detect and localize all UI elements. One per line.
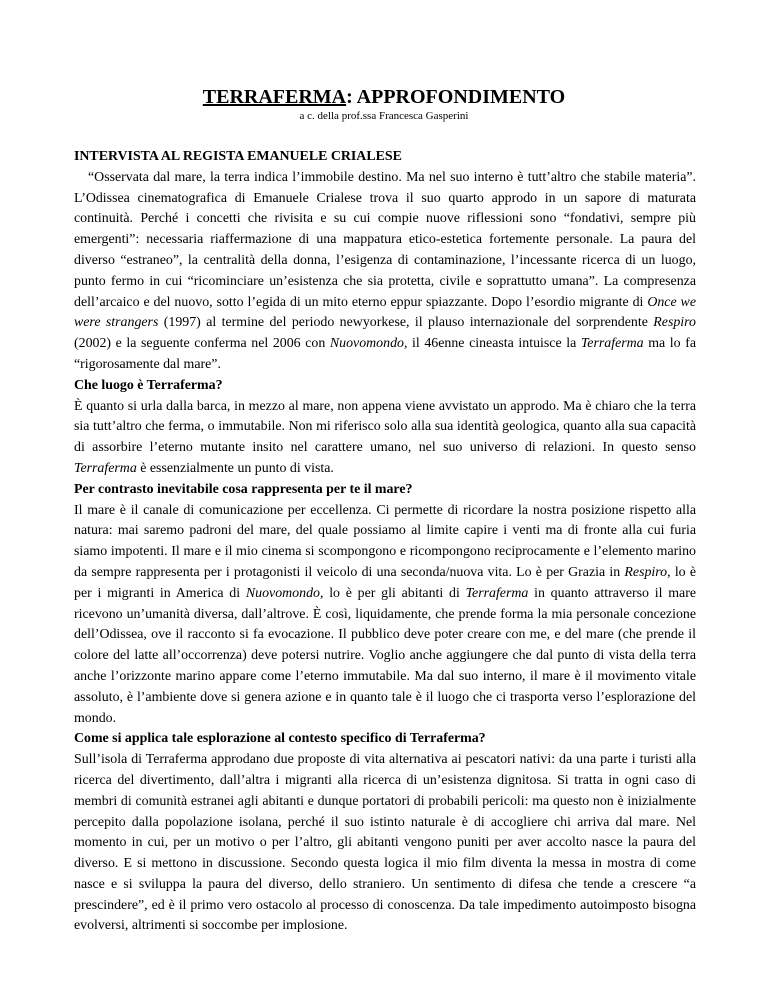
answer-2-text-1: Il mare è il canale di comunicazione per eccellenza. Ci permette di ricordare la nostra posizione rispetto alla natura: mai saremo padroni del mare, del quale possiamo al limite capire i venti ma di fronte alla cui furia siamo impotenti. Il mare e il mio cinema si scompongono e ricompongono reciprocamente e l’elemento marino da sempre rappresenta per i protagonisti il veicolo di una seconda/nuova vita. Lo è per Grazia in bbox=[74, 502, 696, 580]
page-title bbox=[0, 86, 768, 108]
title-film-name: TERRAFERMA bbox=[202, 86, 347, 108]
answer-2-text-4: in quanto attraverso il mare ricevono un’umanità diversa, dall’altrove. È così, liquidamente, che prende forma la mia personale concezione dell’Odissea, ove il racconto si fa evocazione. Il pubblico deve poter creare con me, e del mare (che prende il colore del latte all’occorrenza) deve potersi nutrire. Voglio anche aggiungere che dal punto di vista della terra anche l’orizzonte marino appare come l’eterno immutabile. Ma dal suo interno, il mare è il movimento vitale assoluto, è l’ambiente dove si genera azione e in quanto tale è il luogo che ci trasporta verso l’esplorazione del mondo. bbox=[74, 585, 696, 726]
question-3: Come si applica tale esplorazione al contesto specifico di Terraferma? bbox=[74, 731, 486, 747]
answer-3: Sull’isola di Terraferma approdano due proposte di vita alternativa ai pescatori nativi: da una parte i turisti alla ricerca del divertimento, dall’altra i migranti alla ricerca di un’esistenza dignitosa. Si tratta in ogni caso di membri di comunità estranei agli abitanti e dunque portatori di probabili pericoli: ma questo non è inizialmente percepito dalla popolazione isolana, perché il suo istinto naturale è di accogliere chi arriva dal mare. Nel momento in cui, per un motivo o per l’altro, gli abitanti vengono puniti per aver accolto nasce la paura del diverso. E si mettono in discussione. Secondo questa logica il mio film diventa la messa in mostra di come nasce e si sviluppa la paura del diverso, dello straniero. Un sentimento di difesa che tende a crescere “a prescindere”, ed è il primo vero ostacolo al processo di conoscenza. Da tale impedimento autoimposto bisogna evolversi, altrimenti si soccombe per implosione. bbox=[74, 752, 696, 934]
answer-1-text-1: È quanto si urla dalla barca, in mezzo al mare, non appena viene avvistato un approdo. Ma è chiaro che la terra sia tutt’altro che ferma, o immutabile. Non mi riferisco solo alla sua identità geologica, quanto alla sua capacità di assorbire l’eterno mutante insito nel carattere umano, nel suo universo di relazioni. In questo senso bbox=[74, 398, 696, 456]
section-heading: INTERVISTA AL REGISTA EMANUELE CRIALESE bbox=[74, 149, 402, 164]
film-title-terraferma: Terraferma bbox=[465, 585, 529, 601]
intro-text-4: , il 46enne cineasta intuisce la bbox=[403, 336, 581, 352]
question-2: Per contrasto inevitabile cosa rappresenta per te il mare? bbox=[74, 481, 413, 497]
answer-2 bbox=[74, 501, 696, 730]
film-title-once-we-were-strangers: Once we were strangers bbox=[74, 294, 696, 331]
film-title-terraferma: Terraferma bbox=[580, 336, 644, 352]
film-title-nuovomondo: Nuovomondo bbox=[329, 336, 404, 352]
film-title-nuovomondo: Nuovomondo bbox=[245, 585, 320, 601]
intro-paragraph bbox=[74, 168, 696, 376]
byline: a c. della prof.ssa Francesca Gasperini bbox=[299, 110, 469, 122]
intro-text-5: ma lo fa “rigorosamente dal mare”. bbox=[74, 336, 696, 372]
title-subtitle: : APPROFONDIMENTO bbox=[346, 86, 566, 108]
film-title-respiro: Respiro bbox=[624, 564, 668, 580]
intro-text-3: (2002) e la seguente conferma nel 2006 con bbox=[74, 336, 330, 352]
answer-2-text-3: , lo è per gli abitanti di bbox=[319, 585, 466, 601]
film-title-terraferma: Terraferma bbox=[74, 460, 137, 476]
answer-1 bbox=[74, 397, 696, 480]
answer-2-text-2: , lo è per i migranti in America di bbox=[74, 564, 697, 601]
answer-1-text-2: è essenzialmente un punto di vista. bbox=[136, 460, 334, 476]
question-1: Che luogo è Terraferma? bbox=[74, 377, 223, 393]
film-title-respiro: Respiro bbox=[653, 315, 696, 331]
article-body bbox=[74, 147, 696, 937]
intro-text-2: (1997) al termine del periodo newyorkese, il plauso internazionale del sorprendente bbox=[158, 315, 654, 331]
intro-text-1: “Osservata dal mare, la terra indica l’immobile destino. Ma nel suo interno è tutt’altro che stabile materia”. L’Odissea cinematografica di Emanuele Crialese trova il suo quarto approdo in un sapore di maturata continuità. Perché i concetti che rivisita e su cui compie nuove riflessioni sono “fondativi, sempre più emergenti”: necessaria riaffermazione di una mappatura etico-estetica fortemente personale. La paura del diverso “estraneo”, la centralità della donna, l’esigenza di contaminazione, l’incessante ricerca di un luogo, punto fermo in cui “ricominciare un’esistenza che sia protetta, civile e soprattutto umana”. La compresenza dell’arcaico e del nuovo, sotto l’egida di un mito eterno eppur spiazzante. Dopo l’esordio migrante di bbox=[74, 169, 696, 310]
